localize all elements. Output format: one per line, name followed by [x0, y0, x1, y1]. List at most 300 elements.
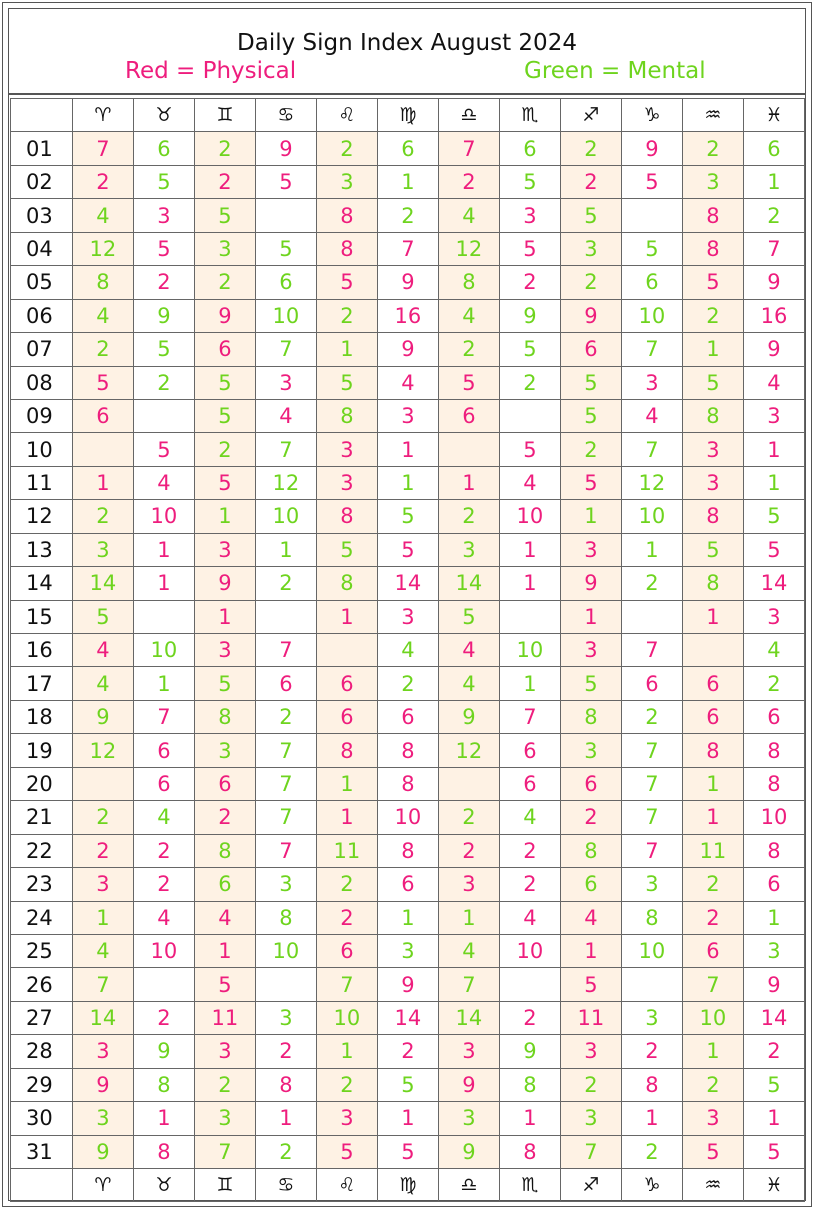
- index-cell: 10: [133, 634, 194, 667]
- day-label: 01: [11, 132, 73, 165]
- index-cell: 3: [255, 366, 316, 399]
- index-cell: 2: [255, 1135, 316, 1168]
- index-cell: 8: [133, 1135, 194, 1168]
- index-cell: 2: [499, 868, 560, 901]
- sign-symbol-icon: ♊: [194, 1169, 255, 1202]
- index-cell: 6: [621, 266, 682, 299]
- index-cell: 4: [438, 667, 499, 700]
- index-cell: 2: [499, 1001, 560, 1034]
- index-cell: 9: [194, 299, 255, 332]
- index-cell: 3: [316, 433, 377, 466]
- index-cell: 2: [133, 366, 194, 399]
- day-label: 30: [11, 1102, 73, 1135]
- index-cell: 9: [255, 132, 316, 165]
- table-row: [11, 901, 805, 934]
- legend-physical: Red = Physical: [125, 58, 297, 84]
- index-cell: 11: [316, 834, 377, 867]
- index-cell: 9: [72, 700, 133, 733]
- index-cell: 4: [499, 901, 560, 934]
- sign-symbol-icon: ♎: [438, 1169, 499, 1202]
- table-row: [11, 1068, 805, 1101]
- index-cell: 7: [72, 132, 133, 165]
- index-cell: 5: [743, 1135, 804, 1168]
- index-cell: 3: [194, 734, 255, 767]
- table-row: [11, 533, 805, 566]
- index-cell: 1: [438, 901, 499, 934]
- index-cell: 3: [499, 199, 560, 232]
- index-cell: 2: [438, 801, 499, 834]
- table-row: [11, 567, 805, 600]
- index-cell: 1: [377, 901, 438, 934]
- index-cell: [438, 767, 499, 800]
- index-cell: 5: [377, 1135, 438, 1168]
- index-cell: 1: [682, 333, 743, 366]
- sign-symbol-icon: ♊: [194, 99, 255, 132]
- index-cell: 7: [621, 801, 682, 834]
- day-label: 07: [11, 333, 73, 366]
- header: [9, 9, 805, 93]
- index-cell: 5: [621, 232, 682, 265]
- index-cell: 2: [621, 1135, 682, 1168]
- table-row: [11, 1035, 805, 1068]
- index-cell: 8: [743, 767, 804, 800]
- index-cell: 1: [682, 767, 743, 800]
- day-label: 18: [11, 700, 73, 733]
- index-cell: 1: [316, 333, 377, 366]
- index-cell: 8: [72, 266, 133, 299]
- index-cell: 9: [560, 567, 621, 600]
- index-cell: 1: [560, 600, 621, 633]
- table-row: [11, 466, 805, 499]
- index-cell: 5: [743, 500, 804, 533]
- table-row: [11, 266, 805, 299]
- sign-index-table: [10, 98, 805, 1202]
- index-cell: 1: [743, 165, 804, 198]
- index-cell: 6: [743, 868, 804, 901]
- index-cell: 5: [682, 1135, 743, 1168]
- index-cell: 5: [682, 266, 743, 299]
- index-cell: 3: [743, 600, 804, 633]
- index-cell: 8: [316, 232, 377, 265]
- index-cell: 5: [72, 366, 133, 399]
- index-cell: 2: [377, 1035, 438, 1068]
- index-cell: 3: [438, 868, 499, 901]
- sign-symbol-icon: ♏: [499, 1169, 560, 1202]
- sign-symbol-icon: ♉: [133, 99, 194, 132]
- index-cell: 6: [255, 266, 316, 299]
- table-row: [11, 700, 805, 733]
- index-cell: [499, 399, 560, 432]
- index-cell: 7: [438, 968, 499, 1001]
- table-row: [11, 1102, 805, 1135]
- index-cell: [255, 968, 316, 1001]
- index-cell: 8: [316, 734, 377, 767]
- index-cell: 4: [621, 399, 682, 432]
- index-cell: 9: [72, 1068, 133, 1101]
- index-cell: 5: [194, 199, 255, 232]
- index-cell: 6: [133, 132, 194, 165]
- index-cell: 5: [743, 533, 804, 566]
- index-cell: 4: [133, 901, 194, 934]
- table-row: [11, 1135, 805, 1168]
- index-cell: 3: [560, 734, 621, 767]
- index-cell: 8: [682, 232, 743, 265]
- day-label: 09: [11, 399, 73, 432]
- index-cell: 6: [682, 700, 743, 733]
- index-cell: 12: [255, 466, 316, 499]
- index-cell: 2: [560, 132, 621, 165]
- sign-symbol-icon: ♌: [316, 1169, 377, 1202]
- index-cell: 7: [255, 634, 316, 667]
- day-label: 10: [11, 433, 73, 466]
- index-cell: 7: [377, 232, 438, 265]
- index-cell: 8: [682, 567, 743, 600]
- index-cell: 14: [72, 1001, 133, 1034]
- index-cell: 9: [72, 1135, 133, 1168]
- table-row: [11, 600, 805, 633]
- index-cell: 2: [682, 901, 743, 934]
- index-cell: 8: [194, 700, 255, 733]
- index-cell: 10: [621, 934, 682, 967]
- index-cell: 2: [194, 1068, 255, 1101]
- index-cell: 1: [133, 533, 194, 566]
- index-cell: 9: [743, 333, 804, 366]
- index-cell: 1: [560, 500, 621, 533]
- index-cell: 3: [194, 634, 255, 667]
- index-cell: 6: [316, 934, 377, 967]
- index-cell: 4: [72, 934, 133, 967]
- index-cell: 6: [499, 734, 560, 767]
- index-cell: 1: [316, 767, 377, 800]
- index-cell: [72, 433, 133, 466]
- index-cell: 4: [499, 801, 560, 834]
- sign-symbol-icon: ♋: [255, 99, 316, 132]
- index-cell: 2: [72, 834, 133, 867]
- day-label: 31: [11, 1135, 73, 1168]
- index-cell: 2: [72, 165, 133, 198]
- index-cell: 10: [499, 934, 560, 967]
- index-cell: 1: [682, 1035, 743, 1068]
- index-cell: 1: [133, 667, 194, 700]
- index-cell: 14: [438, 567, 499, 600]
- day-label: 04: [11, 232, 73, 265]
- index-cell: 8: [560, 700, 621, 733]
- index-cell: 8: [499, 1068, 560, 1101]
- index-cell: 6: [133, 734, 194, 767]
- index-cell: 14: [377, 567, 438, 600]
- index-cell: 2: [194, 132, 255, 165]
- index-cell: 5: [133, 433, 194, 466]
- index-cell: 9: [377, 266, 438, 299]
- index-cell: 4: [72, 299, 133, 332]
- day-label: 11: [11, 466, 73, 499]
- index-cell: 10: [743, 801, 804, 834]
- index-cell: 4: [72, 634, 133, 667]
- index-cell: 9: [377, 333, 438, 366]
- index-cell: 2: [621, 567, 682, 600]
- inner-frame: [8, 8, 806, 1201]
- index-cell: 7: [438, 132, 499, 165]
- index-cell: 5: [682, 366, 743, 399]
- index-cell: 1: [255, 533, 316, 566]
- index-cell: 1: [560, 934, 621, 967]
- index-cell: 5: [194, 466, 255, 499]
- index-cell: 5: [133, 165, 194, 198]
- index-cell: 8: [377, 767, 438, 800]
- index-cell: 5: [133, 232, 194, 265]
- index-cell: 3: [377, 600, 438, 633]
- index-cell: 3: [194, 533, 255, 566]
- day-label: 05: [11, 266, 73, 299]
- index-cell: 10: [255, 299, 316, 332]
- index-cell: 10: [316, 1001, 377, 1034]
- index-cell: 7: [255, 734, 316, 767]
- index-cell: 7: [621, 634, 682, 667]
- index-cell: 1: [499, 667, 560, 700]
- index-cell: [255, 600, 316, 633]
- day-label: 12: [11, 500, 73, 533]
- index-cell: 10: [682, 1001, 743, 1034]
- index-cell: 3: [72, 868, 133, 901]
- sign-symbol-icon: ♋: [255, 1169, 316, 1202]
- index-cell: 16: [743, 299, 804, 332]
- index-cell: 5: [316, 1135, 377, 1168]
- index-cell: 12: [438, 734, 499, 767]
- index-cell: 2: [682, 868, 743, 901]
- index-cell: 3: [621, 1001, 682, 1034]
- index-cell: 3: [255, 1001, 316, 1034]
- index-cell: 3: [743, 934, 804, 967]
- index-cell: 2: [133, 868, 194, 901]
- index-cell: 7: [621, 333, 682, 366]
- sign-symbol-icon: ♑: [621, 99, 682, 132]
- index-cell: 3: [621, 366, 682, 399]
- sign-symbol-icon: ♌: [316, 99, 377, 132]
- index-cell: 1: [743, 901, 804, 934]
- index-cell: 3: [194, 1035, 255, 1068]
- table-row: [11, 868, 805, 901]
- index-cell: 4: [438, 634, 499, 667]
- index-cell: 6: [72, 399, 133, 432]
- index-cell: 4: [743, 634, 804, 667]
- index-cell: 10: [621, 500, 682, 533]
- index-cell: 8: [682, 399, 743, 432]
- index-cell: 5: [560, 968, 621, 1001]
- day-label: 21: [11, 801, 73, 834]
- index-cell: 9: [499, 1035, 560, 1068]
- index-cell: 2: [255, 1035, 316, 1068]
- index-cell: 9: [377, 968, 438, 1001]
- index-cell: 2: [438, 834, 499, 867]
- index-cell: 8: [255, 901, 316, 934]
- index-cell: 8: [316, 500, 377, 533]
- index-cell: 8: [316, 567, 377, 600]
- index-cell: 5: [499, 232, 560, 265]
- index-cell: 8: [316, 399, 377, 432]
- index-cell: 1: [377, 1102, 438, 1135]
- table-row: [11, 734, 805, 767]
- index-cell: 3: [377, 399, 438, 432]
- index-cell: 6: [560, 767, 621, 800]
- index-cell: 1: [255, 1102, 316, 1135]
- index-cell: 2: [255, 567, 316, 600]
- index-cell: 5: [316, 266, 377, 299]
- index-cell: 3: [133, 199, 194, 232]
- sign-symbol-icon: ♈: [72, 1169, 133, 1202]
- index-cell: 2: [316, 1068, 377, 1101]
- sign-symbol-icon: ♒: [682, 1169, 743, 1202]
- index-cell: 1: [499, 567, 560, 600]
- index-cell: 8: [682, 500, 743, 533]
- index-cell: 6: [194, 767, 255, 800]
- index-cell: 7: [499, 700, 560, 733]
- index-cell: 7: [621, 834, 682, 867]
- index-cell: 6: [499, 132, 560, 165]
- index-cell: 5: [194, 366, 255, 399]
- index-cell: 3: [560, 634, 621, 667]
- index-cell: 2: [377, 199, 438, 232]
- index-cell: 5: [72, 600, 133, 633]
- index-cell: 2: [743, 199, 804, 232]
- day-label: 16: [11, 634, 73, 667]
- index-cell: 5: [194, 667, 255, 700]
- index-cell: 5: [438, 600, 499, 633]
- index-cell: 2: [316, 299, 377, 332]
- index-cell: 10: [499, 500, 560, 533]
- index-cell: 3: [682, 165, 743, 198]
- index-cell: 8: [560, 834, 621, 867]
- index-cell: 7: [255, 433, 316, 466]
- index-cell: [621, 968, 682, 1001]
- index-cell: 6: [316, 700, 377, 733]
- table-row: [11, 667, 805, 700]
- index-cell: 1: [621, 1102, 682, 1135]
- index-cell: 9: [133, 299, 194, 332]
- index-cell: 5: [377, 500, 438, 533]
- index-cell: 2: [560, 266, 621, 299]
- index-cell: 10: [133, 500, 194, 533]
- index-cell: 6: [377, 132, 438, 165]
- index-cell: 7: [682, 968, 743, 1001]
- index-cell: 4: [72, 667, 133, 700]
- index-cell: 3: [438, 533, 499, 566]
- index-cell: 5: [682, 533, 743, 566]
- index-cell: 3: [682, 1102, 743, 1135]
- index-cell: 8: [377, 734, 438, 767]
- corner-cell: [11, 1169, 73, 1202]
- index-cell: 5: [255, 165, 316, 198]
- day-label: 29: [11, 1068, 73, 1101]
- table-row: [11, 366, 805, 399]
- index-cell: 4: [743, 366, 804, 399]
- day-label: 17: [11, 667, 73, 700]
- index-cell: 4: [72, 199, 133, 232]
- table-row: [11, 634, 805, 667]
- index-cell: 3: [438, 1102, 499, 1135]
- index-cell: 5: [133, 333, 194, 366]
- index-cell: 5: [499, 433, 560, 466]
- index-cell: 7: [621, 734, 682, 767]
- index-cell: 6: [682, 934, 743, 967]
- index-cell: 5: [377, 533, 438, 566]
- index-cell: 4: [377, 634, 438, 667]
- index-cell: 6: [316, 667, 377, 700]
- index-cell: 11: [560, 1001, 621, 1034]
- index-cell: 1: [194, 600, 255, 633]
- index-cell: 10: [377, 801, 438, 834]
- day-label: 06: [11, 299, 73, 332]
- index-cell: 3: [560, 533, 621, 566]
- index-cell: 2: [743, 1035, 804, 1068]
- index-cell: 3: [72, 1102, 133, 1135]
- index-cell: 5: [255, 232, 316, 265]
- header-divider: [9, 93, 805, 95]
- day-label: 28: [11, 1035, 73, 1068]
- table-row: [11, 500, 805, 533]
- day-label: 25: [11, 934, 73, 967]
- index-cell: 2: [194, 266, 255, 299]
- index-cell: 14: [438, 1001, 499, 1034]
- index-cell: 1: [377, 165, 438, 198]
- legend-mental: Green = Mental: [524, 58, 706, 84]
- index-cell: 9: [560, 299, 621, 332]
- index-cell: 1: [743, 1102, 804, 1135]
- index-cell: 6: [438, 399, 499, 432]
- index-cell: 3: [743, 399, 804, 432]
- index-cell: 8: [621, 1068, 682, 1101]
- table-row: [11, 199, 805, 232]
- day-label: 08: [11, 366, 73, 399]
- index-cell: 8: [621, 901, 682, 934]
- day-label: 13: [11, 533, 73, 566]
- table-row: [11, 834, 805, 867]
- sign-footer-row: [11, 1169, 805, 1202]
- index-cell: 2: [438, 333, 499, 366]
- outer-frame: [2, 2, 812, 1207]
- table-row: [11, 399, 805, 432]
- index-cell: 3: [316, 1102, 377, 1135]
- index-cell: 7: [72, 968, 133, 1001]
- index-cell: 2: [194, 433, 255, 466]
- index-cell: 1: [499, 1102, 560, 1135]
- table-row: [11, 968, 805, 1001]
- index-cell: 5: [316, 366, 377, 399]
- index-cell: 1: [377, 433, 438, 466]
- sign-symbol-icon: ♍: [377, 1169, 438, 1202]
- index-cell: 3: [682, 466, 743, 499]
- index-cell: [499, 968, 560, 1001]
- table-row: [11, 801, 805, 834]
- index-cell: 1: [316, 600, 377, 633]
- corner-cell: [11, 99, 73, 132]
- index-cell: 5: [621, 165, 682, 198]
- index-cell: 2: [499, 266, 560, 299]
- index-cell: 7: [743, 232, 804, 265]
- index-cell: 1: [72, 466, 133, 499]
- table-row: [11, 165, 805, 198]
- index-cell: 3: [72, 533, 133, 566]
- index-cell: 4: [499, 466, 560, 499]
- table-row: [11, 1001, 805, 1034]
- index-cell: 9: [743, 266, 804, 299]
- sign-symbol-icon: ♓: [743, 1169, 804, 1202]
- index-cell: 10: [255, 500, 316, 533]
- index-cell: 6: [621, 667, 682, 700]
- table-row: [11, 232, 805, 265]
- index-cell: 1: [194, 500, 255, 533]
- sign-symbol-icon: ♒: [682, 99, 743, 132]
- index-cell: 1: [682, 600, 743, 633]
